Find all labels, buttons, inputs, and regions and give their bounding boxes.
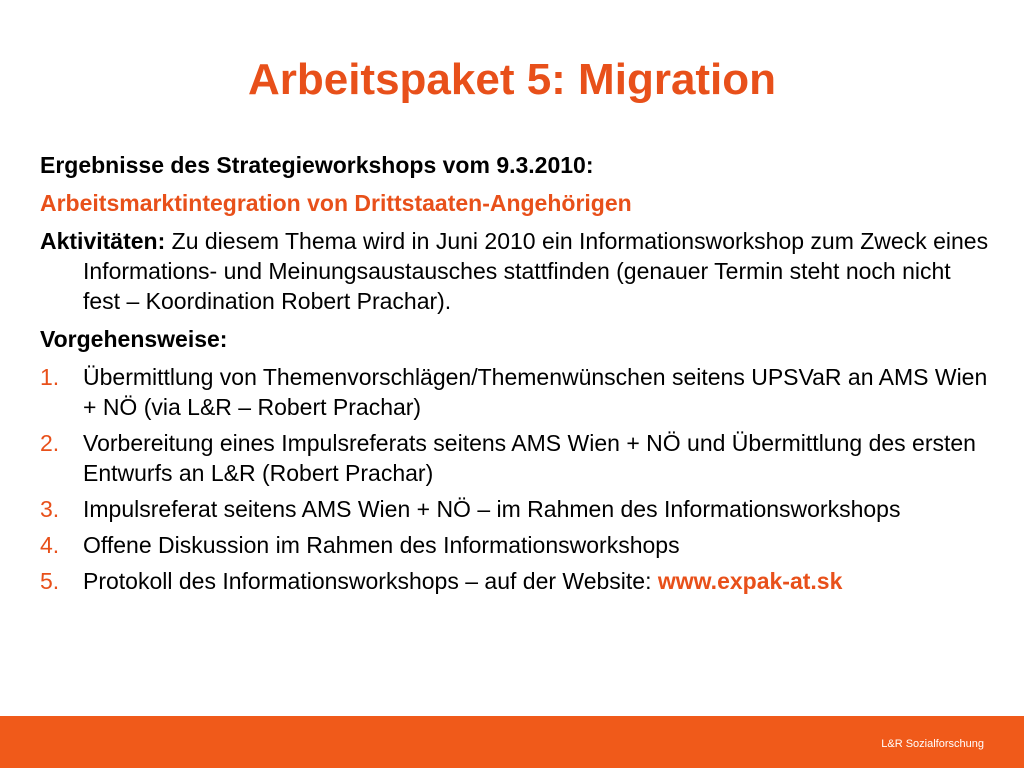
slide-title: Arbeitspaket 5: Migration xyxy=(247,55,777,104)
step-item-3 xyxy=(40,494,990,524)
step-item-1 xyxy=(40,362,990,422)
step-number: 3. xyxy=(40,496,60,522)
activities-label: Aktivitäten: xyxy=(40,228,166,254)
step-text: Offene Diskussion im Rahmen des Informationsworkshops xyxy=(83,532,680,558)
approach-heading: Vorgehensweise: xyxy=(40,326,228,352)
step-number: 5. xyxy=(40,568,60,594)
step-item-5 xyxy=(40,566,990,596)
step-item-4 xyxy=(40,530,990,560)
step-text: Vorbereitung eines Impulsreferats seitens AMS Wien + NÖ und Übermittlung des ersten Entwurfs an L&R (Robert Prachar) xyxy=(83,430,976,486)
step-text: Protokoll des Informationsworkshops – auf der Website: xyxy=(83,568,658,594)
step-number: 4. xyxy=(40,532,60,558)
slide-content xyxy=(40,150,990,602)
step-text: Übermittlung von Themenvorschlägen/Themenwünschen seitens UPSVaR an AMS Wien + NÖ (via L&R – Robert Prachar) xyxy=(83,364,988,420)
topic-heading: Arbeitsmarktintegration von Drittstaaten-Angehörigen xyxy=(40,190,632,216)
step-number: 1. xyxy=(40,364,60,390)
activities-text: Zu diesem Thema wird in Juni 2010 ein Informationsworkshop zum Zweck eines Informations- und Meinungsaustausches stattfinden (genauer Termin steht noch nicht fest – Koordination Robert Prachar). xyxy=(83,228,989,314)
step-text: Impulsreferat seitens AMS Wien + NÖ – im Rahmen des Informationsworkshops xyxy=(83,496,901,522)
footer-label: L&R Sozialforschung xyxy=(881,738,984,750)
footer-bar xyxy=(0,716,1024,768)
website-link[interactable]: www.expak-at.sk xyxy=(657,568,843,594)
step-item-2 xyxy=(40,428,990,488)
step-number: 2. xyxy=(40,430,60,456)
approach-steps-list xyxy=(40,362,990,596)
results-heading: Ergebnisse des Strategieworkshops vom 9.3.2010: xyxy=(40,152,594,178)
activities-paragraph xyxy=(40,226,990,316)
